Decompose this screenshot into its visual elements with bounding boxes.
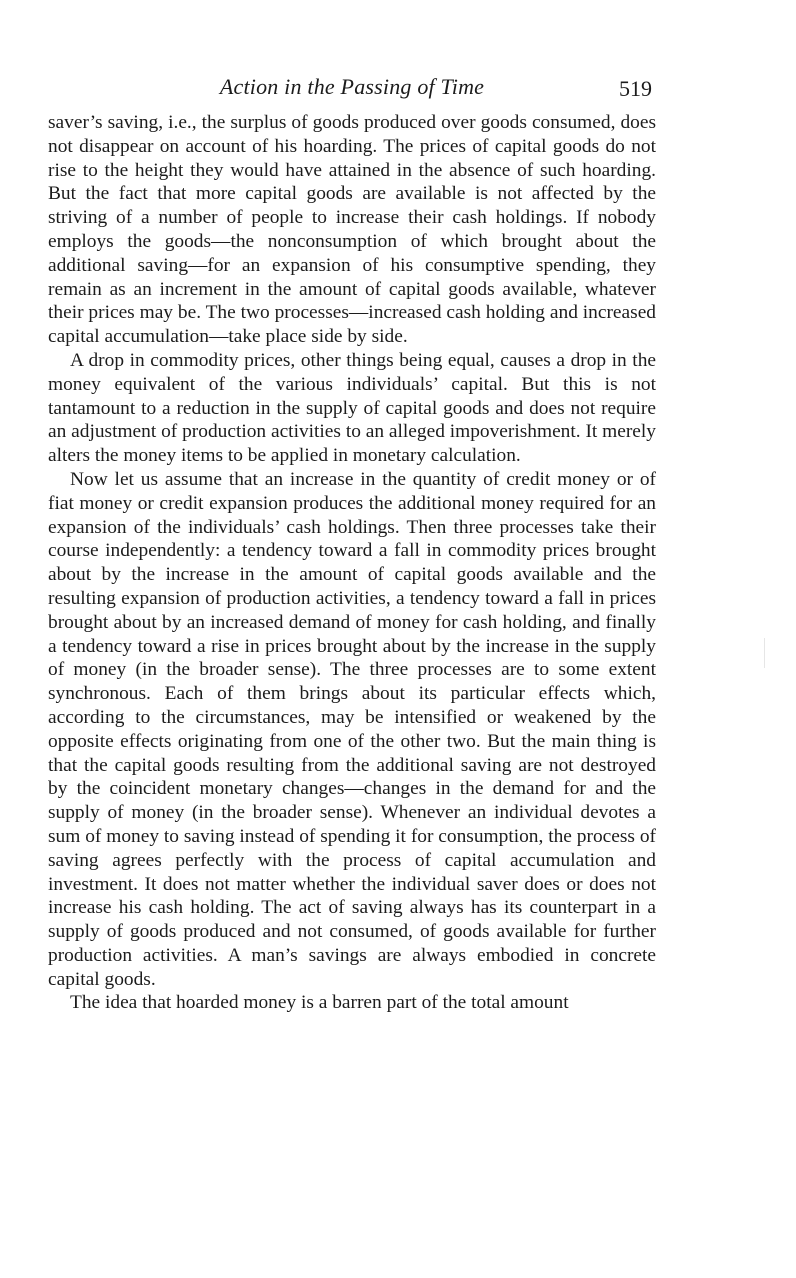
running-head xyxy=(48,74,656,108)
paragraph-4: The idea that hoarded money is a barren part of the total amount xyxy=(70,992,569,1014)
page-number: 519 xyxy=(619,76,652,101)
paragraph-1: saver’s saving, i.e., the surplus of goods produced over goods consumed, does not disappear on account of his hoarding. The prices of capital goods do not rise to the height they would have attained in the absence of such hoarding. But the fact that more capital goods are available is not affected by the striving of a number of people to increase their cash holdings. If nobody employs the goods—the nonconsumption of which brought about the additional saving—for an expansion of his consumptive spending, they remain as an increment in the amount of capital goods available, whatever their prices may be. The two processes—increased cash holding and increased capital accumulation—take place side by side. xyxy=(48,112,656,348)
body-text xyxy=(48,111,656,1015)
running-title: Action in the Passing of Time xyxy=(219,74,485,99)
paragraph-2: A drop in commodity prices, other things being equal, causes a drop in the money equivalent of the various individuals’ capital. But this is not tantamount to a reduction in the supply of capital goods and does not require an adjustment of production activities to an alleged impoverishment. It merely alters the money items to be applied in monetary calculation. xyxy=(48,349,656,467)
margin-mark xyxy=(764,638,765,668)
paragraph-3: Now let us assume that an increase in the quantity of credit money or of fiat money or credit expansion produces the additional money required for an expansion of the individuals’ cash holdings. Then three processes take their course independently: a tendency toward a fall in commodity prices brought about by the increase in the amount of capital goods available and the resulting expansion of production activities, a tendency toward a fall in prices brought about by an increased demand of money for cash holding, and finally a tendency toward a rise in prices brought about by the increase in the supply of money (in the broader sense). The three processes are to some extent synchronous. Each of them brings about its particular effects which, according to the circumstances, may be intensified or weakened by the opposite effects originating from one of the other two. But the main thing is that the capital goods resulting from the additional saving are not destroyed by the coincident monetary changes—changes in the demand for and the supply of money (in the broader sense). Whenever an individual devotes a sum of money to saving instead of spending it for consumption, the process of saving agrees perfectly with the process of capital accumulation and investment. It does not matter whether the individual saver does or does not increase his cash holding. The act of saving always has its counterpart in a supply of goods produced and not consumed, of goods available for further production activities. A man’s savings are always embodied in concrete capital goods. xyxy=(48,468,656,990)
